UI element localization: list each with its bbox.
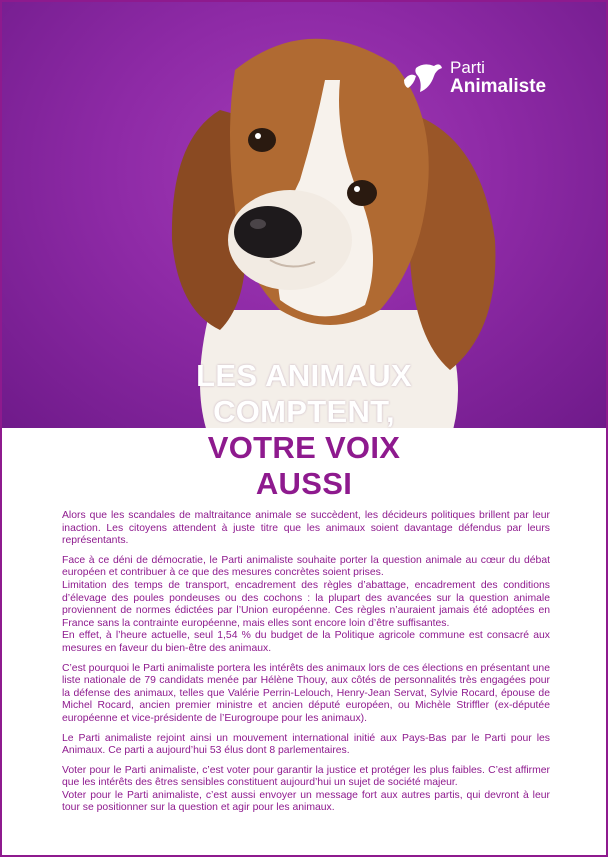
paragraph: En effet, à l’heure actuelle, seul 1,54 % du budget de la Politique agricole commune est consacré aux mesures en faveur du bien-être des animaux. (62, 630, 550, 654)
paragraph: C’est pourquoi le Parti animaliste portera les intérêts des animaux lors de ces élections en présentant une liste nationale de 79 candidats menée par Hélène Thouy, aux côtés de personnalités très engagées pour la défense des animaux, telles que Valérie Perrin-Lelouch, Henry-Jean Servat, Sylvie Rocard, épouse de Michel Rocard, ancien premier ministre et ancien député européen, ou Michèle Striffler (ex-députée européenne et vice-présidente de l’Eurogroupe pour les animaux). (62, 662, 550, 724)
body-text (62, 510, 550, 822)
paragraph: Face à ce déni de démocratie, le Parti animaliste souhaite porter la question animale au cœur du débat européen et contribuer à ce que des mesures concrètes soient prises. (62, 554, 550, 579)
paragraph: Alors que les scandales de maltraitance animale se succèdent, les décideurs politiques brillent par leur inaction. Les citoyens attendent à juste titre que les animaux soient davantage défendus par leurs représentants. (62, 510, 550, 547)
headline-line-1: LES ANIMAUX (196, 358, 412, 393)
logo-text-parti: Parti (450, 58, 485, 78)
headline (0, 358, 608, 502)
logo-text-animaliste: Animaliste (450, 75, 547, 97)
paragraph: Le Parti animaliste rejoint ainsi un mouvement international initié aux Pays-Bas par le Parti pour les Animaux. Ce parti a aujourd’hui 53 élus dont 8 parlementaires. (62, 732, 550, 757)
animal-silhouette-icon (400, 58, 444, 98)
headline-line-3: VOTRE VOIX (207, 430, 401, 465)
paragraph: Voter pour le Parti animaliste, c’est voter pour garantir la justice et protéger les plus faibles. C’est affirmer que les intérêts des êtres sensibles constituent aujourd’hui un sujet de société majeur. (62, 764, 550, 789)
paragraph: Voter pour le Parti animaliste, c’est aussi envoyer un message fort aux autres partis, qui devront à leur tour se positionner sur la question et agir pour les animaux. (62, 789, 550, 814)
paragraph: Limitation des temps de transport, encadrement des règles d’abattage, encadrement des conditions d’élevage des poules pondeuses ou des cochons : la plupart des avancées sur la question animale proviennent de normes édictées par l’Union européenne. Ces règles n’auraient jamais été adoptées en France sans la contrainte européenne, mais elles sont encore loin d’être suffisantes. (62, 579, 550, 629)
headline-line-4: AUSSI (255, 466, 353, 501)
headline-line-2: COMPTENT, (213, 394, 395, 429)
parti-animaliste-logo (400, 56, 560, 100)
